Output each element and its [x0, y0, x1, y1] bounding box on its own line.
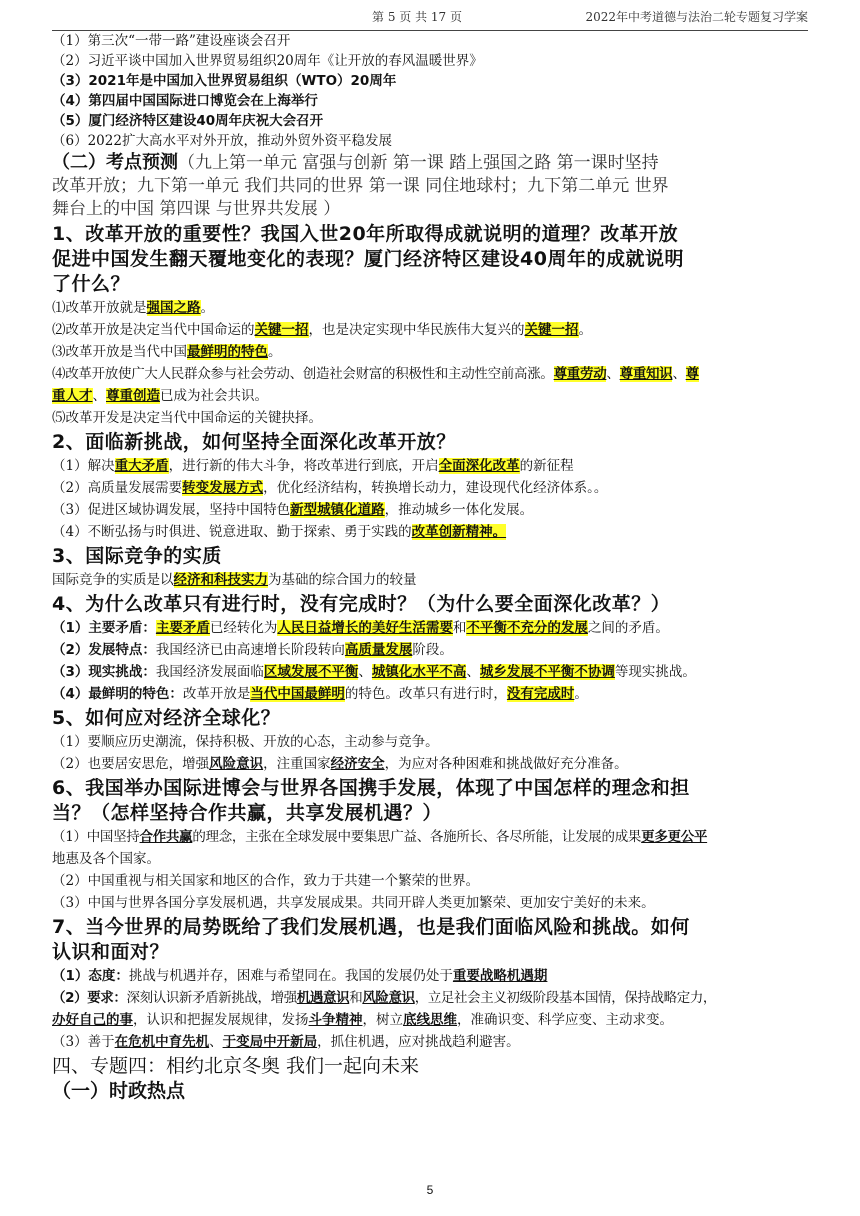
- label: （4）最鲜明的特色：: [52, 686, 183, 702]
- hotspot-item: （3）2021年是中国加入世界贸易组织（WTO）20周年: [52, 73, 397, 89]
- text: 我国经济已由高速增长阶段转向: [155, 642, 345, 658]
- underlined-term: 于变局中开新局: [222, 1034, 318, 1050]
- text: 等现实挑战。: [614, 664, 696, 680]
- answer-line: [52, 683, 812, 705]
- section-subtitle: （一）时政热点: [52, 1080, 186, 1102]
- text: （4）不断弘扬与时俱进、锐意进取、勤于探索、勇于实践的: [52, 524, 412, 540]
- answer-line: ⑷改革开放使广大人民群众参与社会劳动、创造社会财富的积极性和主动性空前高涨。尊重劳动、尊重知识、尊: [52, 366, 699, 382]
- answer-line: [52, 661, 812, 683]
- underlined-term: 重要战略机遇期: [452, 968, 548, 984]
- question-title: 当？（怎样坚持合作共赢，共享发展机遇？）: [52, 802, 443, 824]
- question-title: 了什么？: [52, 273, 131, 295]
- text: 我国经济发展面临: [155, 664, 264, 680]
- underlined-term: 合作共赢: [139, 829, 193, 845]
- answer-line: [52, 639, 812, 661]
- prediction-line: 舞台上的中国 第四课 与世界共发展 ）: [52, 199, 341, 219]
- text: ，准确识变、科学应变、主动求变。: [457, 1012, 673, 1028]
- text: ⑷改革开放使广大人民群众参与社会劳动、创造社会财富的积极性和主动性空前高涨。: [52, 366, 554, 382]
- text: 、: [209, 1034, 223, 1050]
- highlight: 经济和科技实力: [173, 572, 268, 588]
- highlight: 全面深化改革: [438, 458, 520, 474]
- highlight: 主要矛盾: [155, 620, 210, 636]
- underlined-term: 机遇意识: [296, 990, 350, 1006]
- text: （1）中国坚持: [52, 829, 140, 845]
- label: （2）要求：: [52, 990, 127, 1006]
- prediction-line: [52, 151, 812, 175]
- answer-line: 地惠及各个国家。: [52, 851, 160, 867]
- answer-line: [52, 826, 812, 848]
- text: ，认识和把握发展规律，发扬: [133, 1012, 309, 1028]
- label: （1）主要矛盾：: [52, 620, 156, 636]
- highlight: 城乡发展不平衡不协调: [479, 664, 615, 680]
- answer-line: 重人才、尊重创造已成为社会共识。: [52, 388, 268, 404]
- answer-line: [52, 1009, 812, 1031]
- text: ，推动城乡一体化发展。: [384, 502, 534, 518]
- highlight: 重大矛盾: [114, 458, 169, 474]
- underlined-term: 风险意识: [209, 756, 264, 772]
- highlight: 最鲜明的特色: [187, 344, 268, 360]
- highlight: 当代中国最鲜明: [250, 686, 345, 702]
- text: ，为应对各种困难和挑战做好充分准备。: [384, 756, 628, 772]
- text: 改革开放是: [182, 686, 251, 702]
- text: （2）也要居安思危，增强: [52, 756, 210, 772]
- underlined-term: 斗争精神: [308, 1012, 363, 1028]
- text: ⑵改革开放是决定当代中国命运的: [52, 322, 255, 338]
- prediction-label: （二）考点预测: [52, 152, 178, 173]
- hotspot-item: （2）习近平谈中国加入世界贸易组织20周年《让开放的春风温暖世界》: [52, 53, 483, 69]
- answer-line: [52, 521, 812, 543]
- answer-line: [52, 297, 812, 319]
- hotspot-item: （4）第四届中国国际进口博览会在上海举行: [52, 93, 318, 109]
- text: （3）促进区域协调发展，坚持中国特色: [52, 502, 291, 518]
- highlight: 不平衡不充分的发展: [466, 620, 588, 636]
- answer-line: [52, 499, 812, 521]
- answer-line: [52, 617, 812, 639]
- text: 国际竞争的实质是以: [52, 572, 174, 588]
- question-title: 促进中国发生翻天覆地变化的表现？厦门经济特区建设40周年的成就说明: [52, 248, 684, 270]
- hotspot-item: （5）厦门经济特区建设40周年庆祝大会召开: [52, 113, 324, 129]
- underlined-term: 办好自己的事: [52, 1012, 133, 1028]
- highlight: 尊重知识: [619, 366, 673, 382]
- page-header: [52, 0, 808, 31]
- highlight: 人民日益增长的美好生活需要: [277, 620, 453, 636]
- highlight: 区域发展不平衡: [263, 664, 359, 680]
- underlined-term: 更多更公平: [641, 829, 708, 845]
- text: 阶段。: [412, 642, 453, 658]
- text: 、: [466, 664, 480, 680]
- text: 的理念，主张在全球发展中要集思广益、各施所长、各尽所能，让发展的成果: [192, 829, 642, 845]
- answer-line: [52, 477, 812, 499]
- answer-line: [52, 569, 812, 591]
- underlined-term: 底线思维: [403, 1012, 457, 1028]
- question-title: 3、国际竞争的实质: [52, 545, 222, 567]
- text: ，进行新的伟大斗争，将改革进行到底，开启: [168, 458, 439, 474]
- text: ，注重国家: [263, 756, 331, 772]
- text: （3）善于: [52, 1034, 115, 1050]
- text: 为基础的综合国力的较量: [268, 572, 417, 588]
- highlight: 城镇化水平不高: [371, 664, 467, 680]
- text: 。: [578, 322, 592, 338]
- text: 的新征程: [519, 458, 574, 474]
- answer-line: [52, 987, 812, 1009]
- text: 深刻认识新矛盾新挑战，增强: [126, 990, 297, 1006]
- underlined-term: 经济安全: [330, 756, 385, 772]
- label: （2）发展特点：: [52, 642, 156, 658]
- text: 挑战与机遇并存，困难与希望同在。我国的发展仍处于: [128, 968, 453, 984]
- text: ，抓住机遇，应对挑战趋利避害。: [317, 1034, 520, 1050]
- highlight: 尊: [685, 366, 699, 382]
- text: （1）解决: [52, 458, 115, 474]
- text: 和: [452, 620, 467, 636]
- highlight: 没有完成时: [506, 686, 575, 702]
- highlight: 转变发展方式: [182, 480, 264, 496]
- answer-line: [52, 965, 812, 987]
- question-title: 7、当今世界的局势既给了我们发展机遇，也是我们面临风险和挑战。如何: [52, 916, 690, 938]
- text: （2）高质量发展需要: [52, 480, 183, 496]
- label: （3）现实挑战：: [52, 664, 156, 680]
- answer-line: ⑸改革开发是决定当代中国命运的关键抉择。: [52, 410, 322, 426]
- text: 之间的矛盾。: [587, 620, 669, 636]
- text: 。: [268, 344, 282, 360]
- text: 。: [200, 300, 214, 316]
- document-title: 2022年中考道德与法治二轮专题复习学案: [585, 10, 808, 24]
- question-title: 4、为什么改革只有进行时，没有完成时？（为什么要全面深化改革？）: [52, 593, 671, 615]
- highlight: 改革创新精神。: [411, 524, 507, 540]
- answer-line: [52, 455, 812, 477]
- question-title: 1、改革开放的重要性？我国入世20年所取得成就说明的道理？改革开放: [52, 223, 679, 245]
- answer-line: [52, 341, 812, 363]
- question-title: 2、面临新挑战，如何坚持全面深化改革开放？: [52, 431, 456, 453]
- highlight: 新型城镇化道路: [290, 502, 385, 518]
- text: 、: [358, 664, 372, 680]
- text: ⑴改革开放就是: [52, 300, 147, 316]
- underlined-term: 风险意识: [362, 990, 415, 1006]
- answer-line: （3）中国与世界各国分享发展机遇，共享发展成果。共同开辟人类更加繁荣、更加安宁美好的未来。: [52, 895, 655, 911]
- text: 已经转化为: [209, 620, 278, 636]
- question-title: 5、如何应对经济全球化？: [52, 707, 281, 729]
- document-body: [52, 31, 812, 1103]
- text: 。: [574, 686, 588, 702]
- text: 的特色。改革只有进行时，: [344, 686, 507, 702]
- text: 和: [349, 990, 363, 1006]
- text: 已成为社会共识。: [160, 388, 268, 404]
- highlight: 高质量发展: [344, 642, 413, 658]
- page-number: 5: [426, 1183, 434, 1197]
- hotspot-item: （6）2022扩大高水平对外开放，推动外贸外资平稳发展: [52, 133, 392, 149]
- highlight: 重人才: [52, 388, 93, 404]
- answer-line: （2）中国重视与相关国家和地区的合作，致力于共建一个繁荣的世界。: [52, 873, 480, 889]
- page-indicator: 第 5 页 共 17 页: [372, 10, 462, 24]
- prediction-line: 改革开放；九下第一单元 我们共同的世界 第一课 同住地球村；九下第二单元 世界: [52, 176, 669, 196]
- question-title: 6、我国举办国际进博会与世界各国携手发展，体现了中国怎样的理念和担: [52, 777, 690, 799]
- section-title: 四、专题四：相约北京冬奥 我们一起向未来: [52, 1055, 420, 1077]
- underlined-term: 在危机中育先机: [114, 1034, 210, 1050]
- answer-line: [52, 753, 812, 775]
- text: ，优化经济结构，转换增长动力，建设现代化经济体系。。: [263, 480, 608, 496]
- prediction-text: （九上第一单元 富强与创新 第一课 踏上强国之路 第一课时坚持: [178, 153, 659, 173]
- text: ，也是决定实现中华民族伟大复兴的: [308, 322, 525, 338]
- highlight: 尊重劳动: [553, 366, 607, 382]
- highlight: 强国之路: [146, 300, 201, 316]
- highlight: 关键一招: [524, 322, 579, 338]
- answer-line: （1）要顺应历史潮流，保持积极、开放的心态，主动参与竞争。: [52, 734, 439, 750]
- hotspot-item: （1）第三次“一带一路”建设座谈会召开: [52, 33, 291, 49]
- highlight: 尊重创造: [106, 388, 160, 404]
- label: （1）态度：: [52, 968, 129, 984]
- highlight: 关键一招: [254, 322, 309, 338]
- text: ⑶改革开放是当代中国: [52, 344, 187, 360]
- answer-line: [52, 319, 812, 341]
- answer-line: [52, 1031, 812, 1053]
- text: ，立足社会主义初级阶段基本国情，保持战略定力，: [414, 990, 717, 1006]
- question-title: 认识和面对？: [52, 941, 170, 963]
- text: ，树立: [362, 1012, 403, 1028]
